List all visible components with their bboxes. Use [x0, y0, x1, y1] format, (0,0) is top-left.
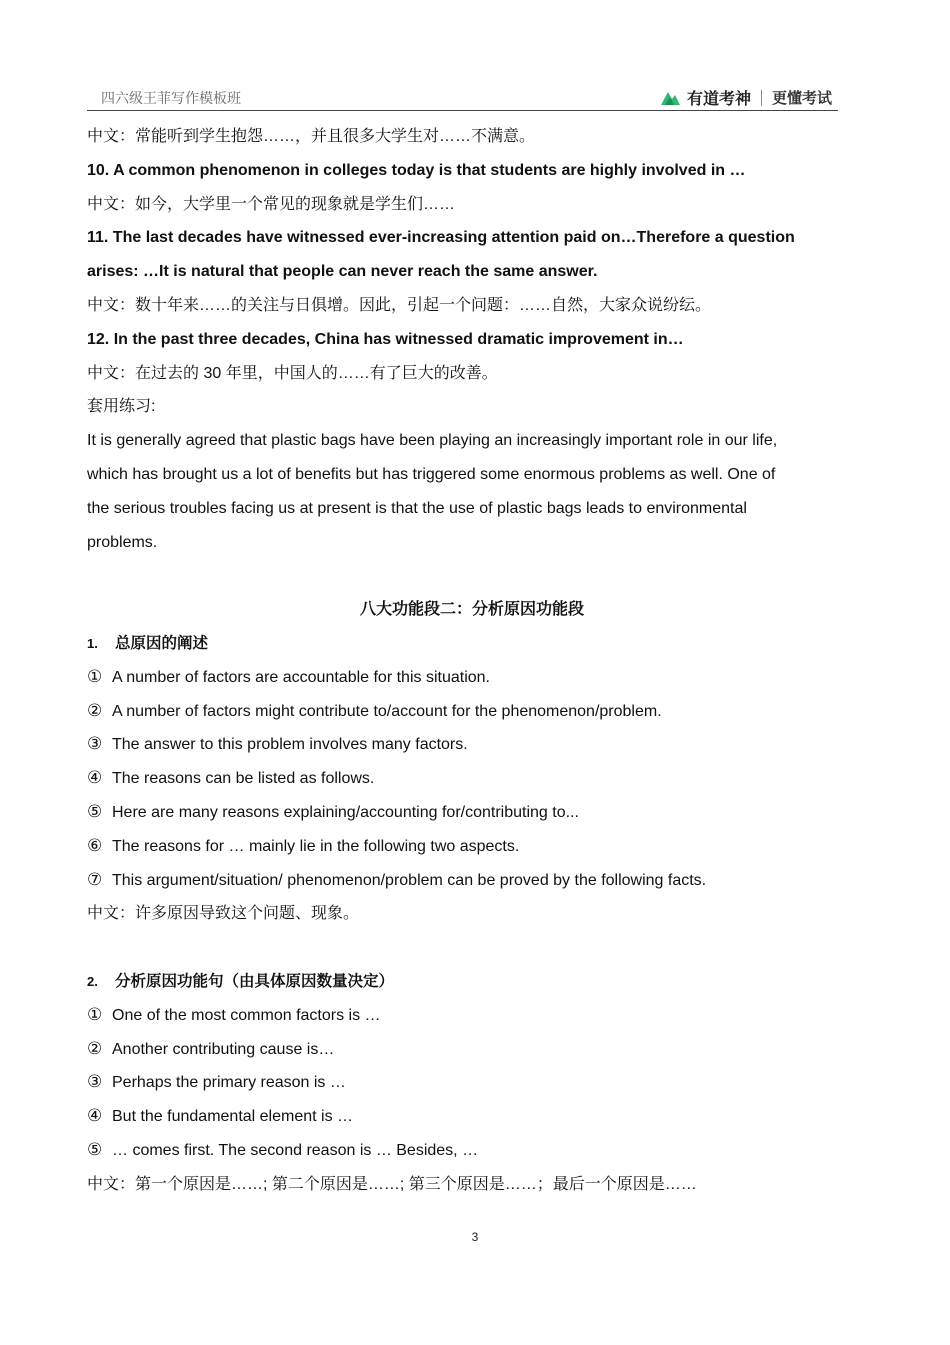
- document-body: [87, 120, 857, 1202]
- list-2-translation: 中文：第一个原因是……; 第二个原因是……; 第三个原因是……；最后一个原因是……: [87, 1175, 697, 1193]
- subheading-1-text: 总原因的阐述: [115, 634, 209, 652]
- list-1-translation: 中文：许多原因导致这个问题、现象。: [87, 905, 360, 923]
- list-item: [87, 1100, 857, 1134]
- list-item: [87, 796, 857, 830]
- list-item: [87, 999, 857, 1033]
- list-item-text: A number of factors might contribute to/account for the phenomenon/problem.: [112, 702, 662, 720]
- sentence-10: 10. A common phenomenon in colleges today is that students are highly involved in …: [87, 161, 746, 179]
- list-marker: ⑦: [87, 869, 103, 890]
- sentence-10-translation: 中文：如今，大学里一个常见的现象就是学生们……: [87, 195, 456, 213]
- list-item-text: Perhaps the primary reason is …: [112, 1074, 346, 1092]
- list-marker: ②: [87, 1038, 103, 1059]
- spacer: [87, 931, 857, 965]
- brand-name: 有道考神: [686, 91, 751, 108]
- practice-paragraph-line: which has brought us a lot of benefits but has triggered some enormous problems as well. One of: [87, 465, 776, 483]
- sentence-11-part1: 11. The last decades have witnessed ever-increasing attention paid on…Therefore a question: [87, 229, 795, 247]
- list-marker: ③: [87, 1072, 103, 1093]
- brand-mark-icon: [659, 89, 681, 107]
- list-marker: ⑥: [87, 835, 103, 856]
- sentence-12: 12. In the past three decades, China has witnessed dramatic improvement in…: [87, 330, 684, 348]
- page-number: 3: [471, 1230, 479, 1244]
- list-item-text: A number of factors are accountable for this situation.: [112, 668, 490, 686]
- practice-paragraph-line: problems.: [87, 533, 158, 551]
- subheading-1: [87, 627, 857, 661]
- list-item-text: This argument/situation/ phenomenon/problem can be proved by the following facts.: [112, 871, 707, 889]
- list-item-text: … comes first. The second reason is … Besides, …: [112, 1141, 479, 1159]
- list-item-text: One of the most common factors is …: [112, 1006, 381, 1024]
- list-marker: ④: [87, 1106, 103, 1127]
- list-marker: ⑤: [87, 801, 103, 822]
- sentence-12-translation: 中文：在过去的 30 年里，中国人的……有了巨大的改善。: [87, 364, 498, 382]
- list-marker: ②: [87, 700, 103, 721]
- list-marker: ③: [87, 734, 103, 755]
- list-item: [87, 728, 857, 762]
- list-item: [87, 1033, 857, 1067]
- list-item-text: The reasons for … mainly lie in the following two aspects.: [112, 837, 520, 855]
- list-item: [87, 661, 857, 695]
- list-marker: ④: [87, 768, 103, 789]
- header-course-title: 四六级王菲写作模板班: [101, 90, 241, 106]
- spacer: [87, 559, 857, 593]
- subheading-2-text: 分析原因功能句（由具体原因数量决定）: [115, 972, 395, 990]
- practice-paragraph-line: It is generally agreed that plastic bags have been playing an increasingly important role in our life,: [87, 432, 778, 450]
- list-item: [87, 695, 857, 729]
- list-item-text: The reasons can be listed as follows.: [112, 770, 375, 788]
- list-marker: ①: [87, 1004, 103, 1025]
- subheading-1-number: 1.: [87, 635, 98, 651]
- sentence-11-part2: arises: …It is natural that people can never reach the same answer.: [87, 263, 598, 281]
- list-marker: ⑤: [87, 1139, 103, 1160]
- sentence-11-translation: 中文：数十年来……的关注与日俱增。因此，引起一个问题：……自然，大家众说纷纭。: [87, 296, 712, 314]
- text-line: 中文：常能听到学生抱怨……，并且很多大学生对……不满意。: [87, 128, 536, 145]
- list-item-text: Another contributing cause is…: [112, 1040, 335, 1058]
- practice-label: 套用练习:: [87, 398, 156, 416]
- list-item: [87, 1066, 857, 1100]
- list-item-text: Here are many reasons explaining/accounting for/contributing to...: [112, 803, 579, 821]
- subheading-2-number: 2.: [87, 973, 98, 989]
- list-marker: ①: [87, 666, 103, 687]
- brand-divider: [761, 90, 762, 106]
- practice-paragraph-line: the serious troubles facing us at present is that the use of plastic bags leads to environmental: [87, 499, 747, 517]
- list-item: [87, 762, 857, 796]
- list-item-text: The answer to this problem involves many factors.: [112, 736, 468, 754]
- header-divider: [87, 110, 838, 111]
- list-item: [87, 1134, 857, 1168]
- subheading-2: [87, 965, 857, 999]
- brand-slogan: 更懂考试: [771, 90, 832, 107]
- list-item-text: But the fundamental element is …: [112, 1108, 354, 1126]
- list-item: [87, 864, 857, 898]
- brand-logo: [659, 86, 832, 109]
- section-title: 八大功能段二：分析原因功能段: [359, 601, 584, 619]
- list-item: [87, 830, 857, 864]
